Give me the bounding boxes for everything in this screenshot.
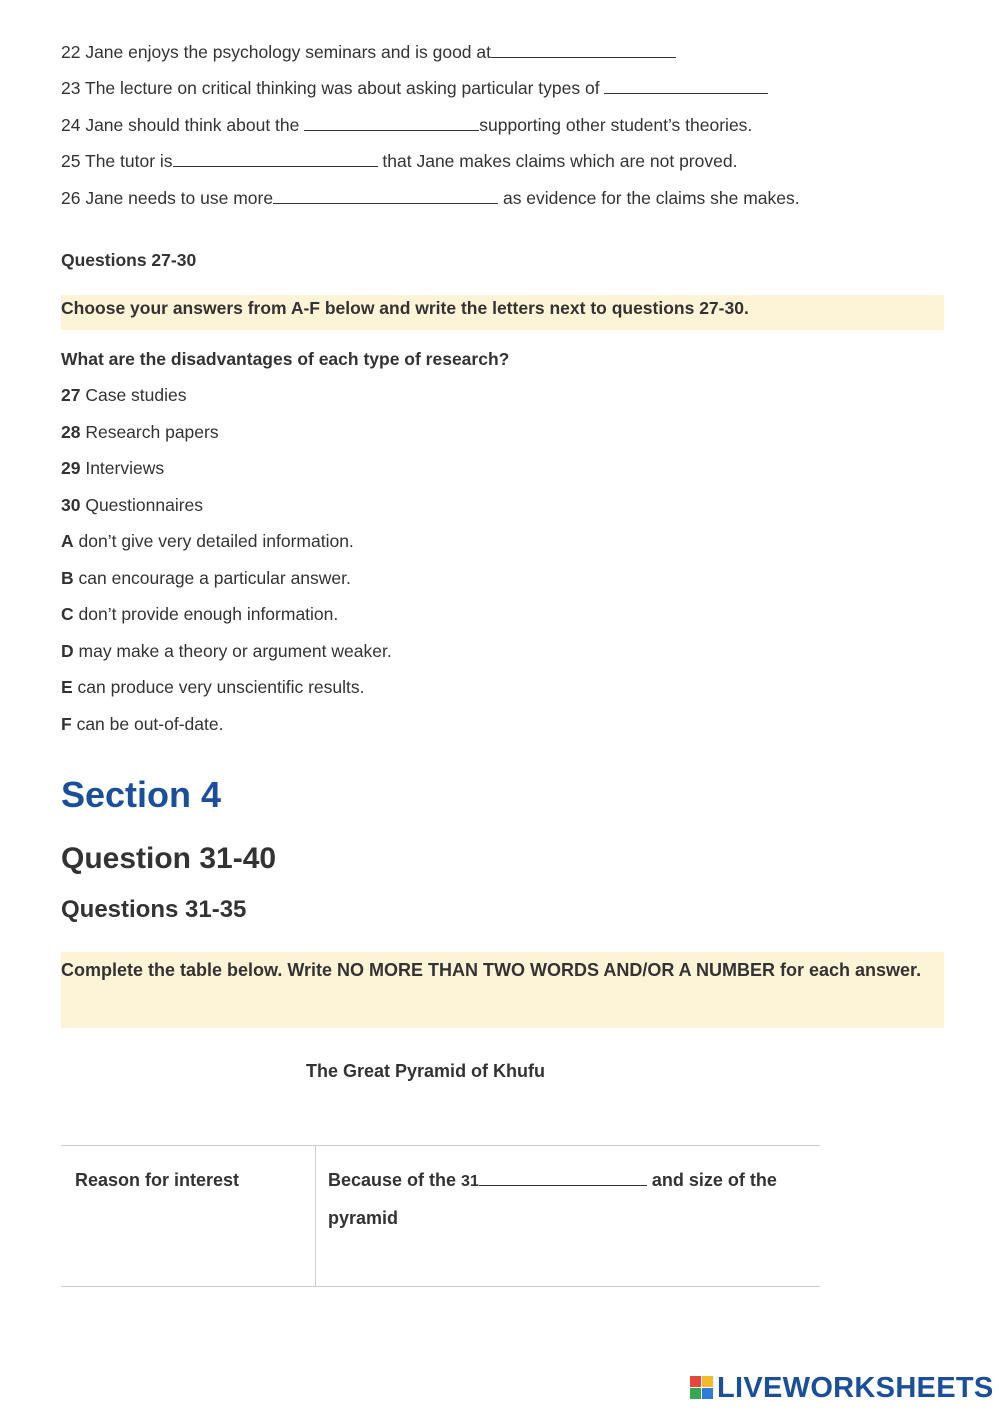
option-d: D may make a theory or argument weaker.	[61, 641, 392, 661]
question-24: 24 Jane should think about the supporting other student’s theories.	[61, 115, 753, 135]
research-item-28: 28 Research papers	[61, 422, 219, 442]
section-title: Section 4	[61, 774, 222, 815]
questions-31-35-heading: Questions 31-35	[61, 896, 247, 923]
table-column-divider	[315, 1146, 316, 1286]
option-b: B can encourage a particular answer.	[61, 568, 351, 588]
row-value-reason: Because of the 31 and size of the pyramid	[328, 1170, 777, 1228]
option-e: E can produce very unscientific results.	[61, 677, 365, 697]
logo-text: LIVEWORKSHEETS	[717, 1372, 994, 1404]
answer-blank-26[interactable]	[273, 187, 498, 204]
research-item-27: 27 Case studies	[61, 385, 187, 405]
answer-blank-23[interactable]	[604, 77, 768, 94]
pyramid-table	[61, 1145, 820, 1287]
question-range-title: Question 31-40	[61, 842, 277, 875]
question-23: 23 The lecture on critical thinking was about asking particular types of	[61, 76, 768, 100]
table-title: The Great Pyramid of Khufu	[306, 1061, 546, 1081]
answer-blank-22[interactable]	[491, 41, 676, 58]
question-22: 22 Jane enjoys the psychology seminars and is good at	[61, 40, 676, 64]
option-f: F can be out-of-date.	[61, 714, 224, 734]
q27-30-instruction: Choose your answers from A-F below and write the letters next to questions 27-30.	[61, 298, 749, 318]
section4-instruction: Complete the table below. Write NO MORE THAN TWO WORDS AND/OR A NUMBER for each answer.	[61, 960, 922, 980]
option-c: C don’t provide enough information.	[61, 604, 339, 624]
answer-blank-25[interactable]	[173, 150, 378, 167]
q27-30-question: What are the disadvantages of each type of research?	[61, 349, 510, 369]
question-25: 25 The tutor is that Jane makes claims which are not proved.	[61, 151, 738, 171]
answer-blank-31[interactable]	[479, 1169, 647, 1186]
answer-blank-24[interactable]	[304, 114, 479, 131]
question-26: 26 Jane needs to use more as evidence for the claims she makes.	[61, 188, 800, 208]
q27-30-heading: Questions 27-30	[61, 250, 197, 270]
research-item-30: 30 Questionnaires	[61, 495, 204, 515]
row-label-reason: Reason for interest	[75, 1170, 240, 1190]
research-item-29: 29 Interviews	[61, 458, 165, 478]
option-a: A don’t give very detailed information.	[61, 531, 354, 551]
liveworksheets-logo-icon	[690, 1376, 714, 1400]
liveworksheets-logo	[690, 1373, 994, 1403]
